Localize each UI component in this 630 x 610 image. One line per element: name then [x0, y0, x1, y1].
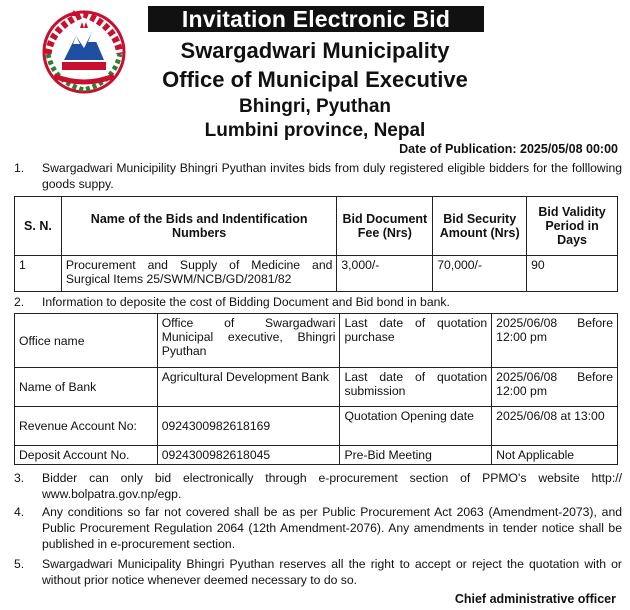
address-line: Bhingri, Pyuthan	[239, 96, 391, 117]
table-cell: Office of Swargadwari Municipal executive, Bhingri Pyuthan	[157, 314, 340, 368]
list-item	[14, 294, 622, 311]
bid-table	[14, 196, 618, 292]
column-header: Bid Validity Period in Days	[527, 197, 618, 256]
table-cell: Agricultural Development Bank	[157, 368, 340, 407]
table-cell: 70,000/-	[433, 256, 527, 292]
item-text: Swargadwari Municipality Bhingri Pyuthan reserves all the right to accept or reject the quotation with or without prior notice whenever deemed necessary to do so.	[42, 557, 622, 587]
table-row	[15, 407, 618, 446]
item-number: 2.	[14, 295, 25, 309]
table-cell: 0924300982618169	[157, 407, 340, 446]
table-cell: Name of Bank	[15, 368, 158, 407]
page-title-banner: Invitation Electronic Bid	[148, 6, 484, 32]
table-cell: Deposit Account No.	[15, 446, 158, 465]
table-cell: 2025/06/08 Before 12:00 pm	[492, 368, 618, 407]
nepal-emblem-icon	[40, 8, 128, 94]
table-cell: Not Applicable	[492, 446, 618, 465]
table-cell: Office name	[15, 314, 158, 368]
table-row	[15, 314, 618, 368]
item-text: Bidder can only bid electronically through e-procurement section of PPMO's website http:// www.bolpatra.gov.np/egp.	[42, 471, 622, 501]
table-cell: Revenue Account No:	[15, 407, 158, 446]
list-item	[14, 160, 622, 194]
column-header: Name of the Bids and Indentification Numbers	[61, 197, 337, 256]
municipality-name: Swargadwari Municipality	[180, 38, 450, 63]
item-number: 5.	[14, 557, 25, 571]
list-item	[14, 556, 622, 590]
item-text: Swargadwari Municipility Bhingri Pyuthan invites bids from duly registered eligible bidders for the folllowing goods suppy.	[42, 161, 622, 191]
province-line: Lumbini province, Nepal	[204, 120, 426, 141]
signature-title: Chief administrative officer	[454, 592, 616, 606]
column-header: S. N.	[15, 197, 62, 256]
office-name: Office of Municipal Executive	[162, 67, 468, 92]
column-header: Bid Security Amount (Nrs)	[433, 197, 527, 256]
table-row	[15, 446, 618, 465]
list-item	[14, 504, 622, 554]
item-number: 3.	[14, 471, 25, 485]
table-cell: Quotation Opening date	[340, 407, 492, 446]
table-cell: 90	[527, 256, 618, 292]
item-text: Any conditions so far not covered shall be as per Public Procurement Act 2063 (Amendment-2073), and Public Procurement Regulation 2064 (12th Amendment-2076). Any amendments in tender notice shall be published in e-procurement section.	[42, 505, 622, 551]
item-number: 4.	[14, 505, 25, 519]
table-cell: Pre-Bid Meeting	[340, 446, 492, 465]
item-number: 1.	[14, 161, 25, 175]
bank-info-table	[14, 313, 618, 465]
table-cell: 1	[15, 256, 62, 292]
table-header-row	[15, 197, 618, 256]
column-header: Bid Document Fee (Nrs)	[337, 197, 433, 256]
table-cell: Last date of quotation purchase	[340, 314, 492, 368]
table-cell: 2025/06/08 at 13:00	[492, 407, 618, 446]
table-cell: 3,000/-	[337, 256, 433, 292]
list-item	[14, 470, 622, 502]
table-row	[15, 368, 618, 407]
table-cell: Procurement and Supply of Medicine and Surgical Items 25/SWM/NCB/GD/2081/82	[61, 256, 337, 292]
table-cell: 2025/06/08 Before 12:00 pm	[492, 314, 618, 368]
table-cell: Last date of quotation submission	[340, 368, 492, 407]
item-text: Information to deposite the cost of Bidding Document and Bid bond in bank.	[42, 295, 450, 309]
table-row	[15, 256, 618, 292]
publication-date: Date of Publication: 2025/05/08 00:00	[399, 142, 618, 156]
table-cell: 0924300982618045	[157, 446, 340, 465]
